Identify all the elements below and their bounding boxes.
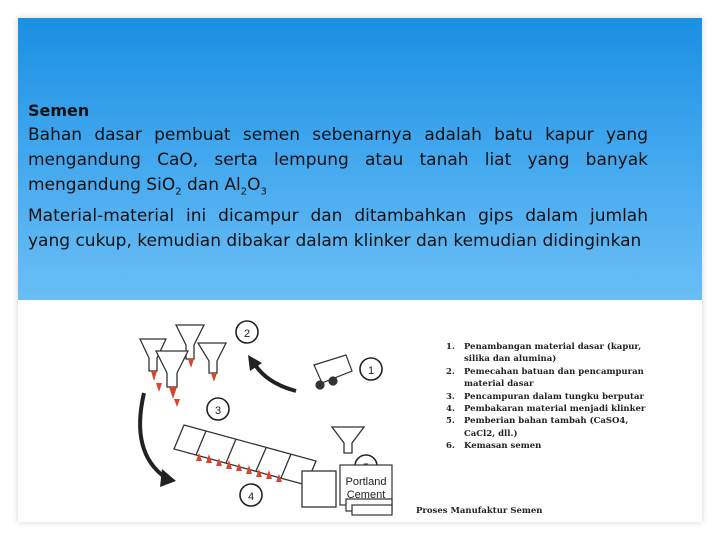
legend-item xyxy=(446,403,661,415)
legend-num: 4. xyxy=(446,404,455,415)
slide-body xyxy=(28,98,648,254)
legend-text: Pemberian bahan tambah (CaSO4, CaCl2, dll.) xyxy=(464,416,629,439)
legend-num: 3. xyxy=(446,391,455,402)
legend-text: Pemecahan batuan dan pencampuran material dasar xyxy=(464,366,644,390)
step-number-3: 3 xyxy=(214,405,222,417)
hopper-right xyxy=(198,343,226,373)
legend-item xyxy=(446,415,661,440)
connector-text: dan Al xyxy=(181,175,241,195)
legend-num: 6. xyxy=(446,441,455,452)
legend-text: Pencampuran dalam tungku berputar xyxy=(464,391,644,402)
cement-process-figure xyxy=(126,303,656,518)
paragraph-raw-materials-text: Bahan dasar pembuat semen sebenarnya adalah batu kapur yang mengandung CaO, serta lempung atau tanah liat yang banyak mengandung SiO xyxy=(28,125,648,195)
rotary-kiln xyxy=(174,425,316,485)
step-number-4: 4 xyxy=(247,491,255,503)
subscript-al: 2 xyxy=(240,186,248,198)
legend-text: Kemasan semen xyxy=(464,441,542,452)
truck-icon xyxy=(314,355,352,389)
process-legend xyxy=(446,341,661,453)
figure-caption: Proses Manufaktur Semen xyxy=(416,506,543,516)
collector-drum xyxy=(302,471,336,507)
legend-item xyxy=(446,366,661,391)
subscript-o: 3 xyxy=(260,186,267,198)
flame-group-upper xyxy=(151,359,217,407)
subscript-si: 2 xyxy=(175,186,182,198)
process-illustration xyxy=(126,303,446,518)
legend-num: 5. xyxy=(446,416,455,427)
legend-text: Pembakaran material menjadi klinker xyxy=(464,404,646,415)
paragraph-raw-materials xyxy=(28,123,648,204)
bag-label-line2: Cement xyxy=(346,489,386,501)
arrow-3-to-4 xyxy=(140,393,166,478)
legend-item xyxy=(446,440,661,452)
legend-text: Penambangan material dasar (kapur, silika dan alumina) xyxy=(464,342,642,365)
legend-num: 1. xyxy=(446,342,455,352)
bag-label-line1: Portland xyxy=(345,476,387,488)
legend-item xyxy=(446,341,661,366)
legend-item xyxy=(446,391,661,403)
step-number-2: 2 xyxy=(243,328,251,340)
legend-num: 2. xyxy=(446,366,455,377)
arrow-1-to-2 xyxy=(254,363,296,391)
paragraph-process: Material-material ini dicampur dan ditambahkan gips dalam jumlah yang cukup, kemudian dibakar dalam klinker dan kemudian didinginkan xyxy=(28,206,648,252)
step-number-1: 1 xyxy=(367,365,375,377)
oxygen-symbol: O xyxy=(247,175,261,195)
slide-title: Semen xyxy=(28,101,90,120)
additive-hopper xyxy=(332,427,364,453)
hopper-mid xyxy=(156,351,188,387)
slide-panel xyxy=(18,18,702,522)
